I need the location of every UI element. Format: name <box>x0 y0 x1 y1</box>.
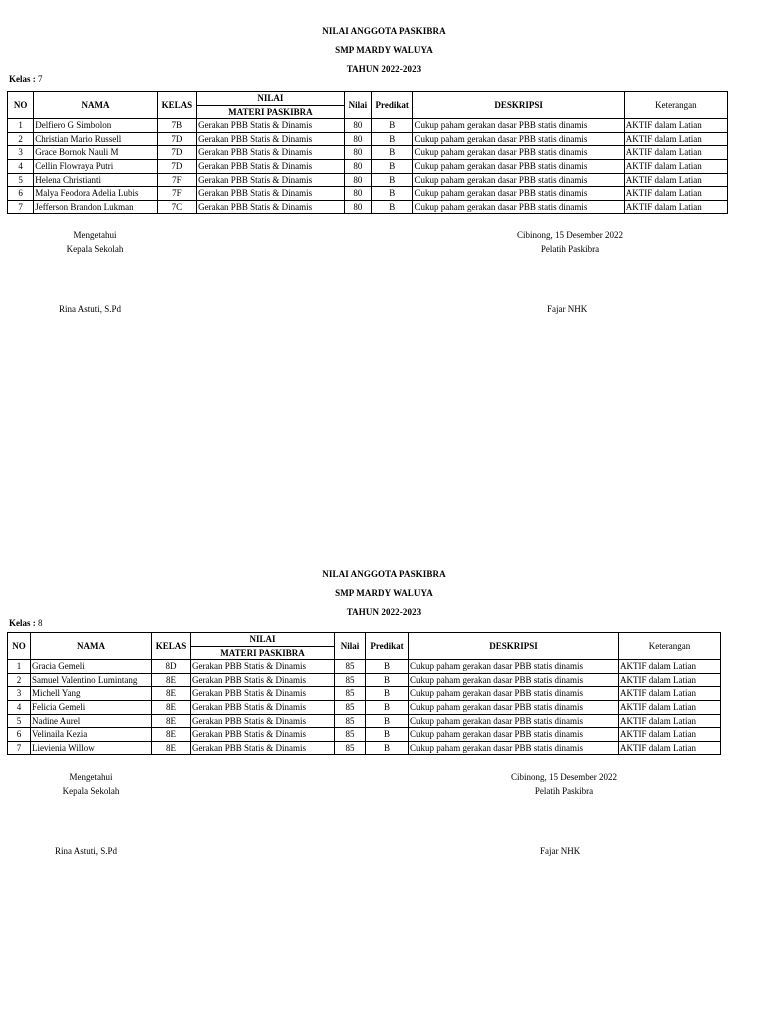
cell-nilai: 85 <box>335 741 366 755</box>
cell-nilai: 80 <box>344 132 371 146</box>
cell-predikat: B <box>366 660 409 674</box>
cell-materi: Gerakan PBB Statis & Dinamis <box>191 673 335 687</box>
cell-predikat: B <box>366 700 409 714</box>
header-predikat: Predikat <box>366 633 409 660</box>
cell-keterangan: AKTIF dalam Latian <box>624 146 727 160</box>
header-deskripsi: DESKRIPSI <box>413 92 624 119</box>
cell-materi: Gerakan PBB Statis & Dinamis <box>197 187 345 201</box>
cell-predikat: B <box>366 714 409 728</box>
coach-signature-block <box>495 228 645 256</box>
cell-predikat: B <box>372 200 413 214</box>
cell-materi: Gerakan PBB Statis & Dinamis <box>191 700 335 714</box>
cell-kelas: 8E <box>152 741 191 755</box>
cell-nilai: 85 <box>335 714 366 728</box>
cell-nama: Velinaila Kezia <box>31 728 152 742</box>
cell-keterangan: AKTIF dalam Latian <box>619 660 721 674</box>
coach-name: Fajar NHK <box>540 846 581 856</box>
table-row <box>8 146 728 160</box>
cell-no: 6 <box>8 187 34 201</box>
coach-title: Pelatih Paskibra <box>534 786 594 796</box>
cell-no: 2 <box>8 673 31 687</box>
cell-nama: Samuel Valentino Lumintang <box>31 673 152 687</box>
cell-predikat: B <box>372 146 413 160</box>
cell-deskripsi: Cukup paham gerakan dasar PBB statis dinamis <box>409 700 619 714</box>
header-keterangan: Keterangan <box>619 633 721 660</box>
class-label-text: Kelas : <box>9 618 36 628</box>
header-nilai: Nilai <box>335 633 366 660</box>
cell-predikat: B <box>372 159 413 173</box>
cell-nama: Felicia Gemeli <box>31 700 152 714</box>
cell-predikat: B <box>366 741 409 755</box>
cell-nama: Helena Christianti <box>34 173 157 187</box>
cell-no: 2 <box>8 132 34 146</box>
header-nilai-group: NILAI <box>197 92 345 106</box>
cell-nama: Nadine Aurel <box>31 714 152 728</box>
header-deskripsi: DESKRIPSI <box>409 633 619 660</box>
cell-materi: Gerakan PBB Statis & Dinamis <box>191 741 335 755</box>
cell-nama: Gracia Gemeli <box>31 660 152 674</box>
grades-table <box>7 91 728 214</box>
cell-deskripsi: Cukup paham gerakan dasar PBB statis dinamis <box>409 714 619 728</box>
class-value: 8 <box>38 618 43 628</box>
table-row <box>8 714 721 728</box>
cell-kelas: 7B <box>157 119 196 133</box>
table-row <box>8 132 728 146</box>
grades-table <box>7 632 721 755</box>
cell-deskripsi: Cukup paham gerakan dasar PBB statis dinamis <box>409 673 619 687</box>
school-name: SMP MARDY WALUYA <box>335 45 433 55</box>
cell-deskripsi: Cukup paham gerakan dasar PBB statis dinamis <box>409 687 619 701</box>
mengetahui-label: Mengetahui <box>69 772 113 782</box>
cell-kelas: 7F <box>157 187 196 201</box>
cell-nilai: 80 <box>344 119 371 133</box>
cell-materi: Gerakan PBB Statis & Dinamis <box>191 660 335 674</box>
cell-keterangan: AKTIF dalam Latian <box>624 159 727 173</box>
header-kelas: KELAS <box>157 92 196 119</box>
cell-nama: Christian Mario Russell <box>34 132 157 146</box>
principal-name: Rina Astuti, S.Pd <box>55 846 118 856</box>
table-row <box>8 728 721 742</box>
cell-deskripsi: Cukup paham gerakan dasar PBB statis dinamis <box>413 132 624 146</box>
table-row <box>8 173 728 187</box>
cell-deskripsi: Cukup paham gerakan dasar PBB statis dinamis <box>413 159 624 173</box>
cell-kelas: 8D <box>152 660 191 674</box>
cell-no: 4 <box>8 700 31 714</box>
cell-nama: Grace Bornok Nauli M <box>34 146 157 160</box>
class-label <box>9 618 43 628</box>
cell-kelas: 7C <box>157 200 196 214</box>
cell-nama: Michell Yang <box>31 687 152 701</box>
class-value: 7 <box>38 74 43 84</box>
cell-keterangan: AKTIF dalam Latian <box>619 687 721 701</box>
table-row <box>8 159 728 173</box>
cell-nilai: 85 <box>335 728 366 742</box>
cell-nilai: 85 <box>335 687 366 701</box>
table-row <box>8 119 728 133</box>
cell-nama: Lievienia Willow <box>31 741 152 755</box>
coach-signature-block <box>489 770 639 798</box>
report-section-kelas-7 <box>0 22 768 314</box>
coach-title: Pelatih Paskibra <box>540 244 600 254</box>
cell-predikat: B <box>366 728 409 742</box>
principal-name: Rina Astuti, S.Pd <box>59 304 122 314</box>
header-keterangan: Keterangan <box>624 92 727 119</box>
cell-materi: Gerakan PBB Statis & Dinamis <box>197 132 345 146</box>
principal-signature-block <box>40 228 150 256</box>
cell-deskripsi: Cukup paham gerakan dasar PBB statis dinamis <box>409 660 619 674</box>
header-predikat: Predikat <box>372 92 413 119</box>
cell-no: 4 <box>8 159 34 173</box>
class-label-text: Kelas : <box>9 74 36 84</box>
cell-nama: Malya Feodora Adelia Lubis <box>34 187 157 201</box>
cell-nilai: 80 <box>344 200 371 214</box>
cell-nilai: 80 <box>344 146 371 160</box>
header-no: NO <box>8 92 34 119</box>
cell-nilai: 85 <box>335 660 366 674</box>
cell-materi: Gerakan PBB Statis & Dinamis <box>197 173 345 187</box>
school-year: TAHUN 2022-2023 <box>346 64 422 74</box>
cell-no: 7 <box>8 200 34 214</box>
principal-signature-block <box>36 770 146 798</box>
cell-deskripsi: Cukup paham gerakan dasar PBB statis dinamis <box>413 187 624 201</box>
cell-deskripsi: Cukup paham gerakan dasar PBB statis dinamis <box>413 146 624 160</box>
cell-deskripsi: Cukup paham gerakan dasar PBB statis dinamis <box>409 728 619 742</box>
cell-predikat: B <box>366 687 409 701</box>
cell-keterangan: AKTIF dalam Latian <box>624 119 727 133</box>
place-date: Cibinong, 15 Desember 2022 <box>511 772 617 782</box>
cell-no: 3 <box>8 687 31 701</box>
cell-predikat: B <box>366 673 409 687</box>
cell-nilai: 85 <box>335 673 366 687</box>
report-title: NILAI ANGGOTA PASKIBRA <box>322 26 446 36</box>
cell-no: 6 <box>8 728 31 742</box>
cell-kelas: 7D <box>157 132 196 146</box>
cell-keterangan: AKTIF dalam Latian <box>619 700 721 714</box>
cell-nilai: 80 <box>344 173 371 187</box>
header-nilai: Nilai <box>344 92 371 119</box>
table-row <box>8 700 721 714</box>
principal-title: Kepala Sekolah <box>66 244 124 254</box>
cell-keterangan: AKTIF dalam Latian <box>619 728 721 742</box>
table-row <box>8 660 721 674</box>
cell-materi: Gerakan PBB Statis & Dinamis <box>197 146 345 160</box>
cell-nama: Delfiero G Simbolon <box>34 119 157 133</box>
cell-kelas: 8E <box>152 687 191 701</box>
principal-title: Kepala Sekolah <box>62 786 120 796</box>
school-year: TAHUN 2022-2023 <box>346 607 422 617</box>
header-materi: MATERI PASKIBRA <box>197 105 345 119</box>
cell-materi: Gerakan PBB Statis & Dinamis <box>191 687 335 701</box>
report-section-kelas-8 <box>0 565 768 856</box>
cell-no: 3 <box>8 146 34 160</box>
header-nama: NAMA <box>34 92 157 119</box>
cell-no: 5 <box>8 714 31 728</box>
cell-materi: Gerakan PBB Statis & Dinamis <box>197 159 345 173</box>
cell-keterangan: AKTIF dalam Latian <box>619 741 721 755</box>
cell-predikat: B <box>372 119 413 133</box>
cell-materi: Gerakan PBB Statis & Dinamis <box>191 728 335 742</box>
cell-deskripsi: Cukup paham gerakan dasar PBB statis dinamis <box>413 200 624 214</box>
cell-nama: Cellin Flowraya Putri <box>34 159 157 173</box>
cell-predikat: B <box>372 173 413 187</box>
cell-materi: Gerakan PBB Statis & Dinamis <box>197 119 345 133</box>
header-no: NO <box>8 633 31 660</box>
cell-kelas: 7D <box>157 146 196 160</box>
cell-predikat: B <box>372 187 413 201</box>
table-row <box>8 187 728 201</box>
table-row <box>8 673 721 687</box>
header-nama: NAMA <box>31 633 152 660</box>
cell-keterangan: AKTIF dalam Latian <box>619 673 721 687</box>
report-title: NILAI ANGGOTA PASKIBRA <box>322 569 446 579</box>
table-row <box>8 687 721 701</box>
school-name: SMP MARDY WALUYA <box>335 588 433 598</box>
cell-materi: Gerakan PBB Statis & Dinamis <box>197 200 345 214</box>
mengetahui-label: Mengetahui <box>73 230 117 240</box>
cell-deskripsi: Cukup paham gerakan dasar PBB statis dinamis <box>413 119 624 133</box>
cell-kelas: 8E <box>152 728 191 742</box>
cell-no: 1 <box>8 660 31 674</box>
header-nilai-group: NILAI <box>191 633 335 647</box>
cell-nilai: 80 <box>344 159 371 173</box>
cell-kelas: 8E <box>152 673 191 687</box>
cell-deskripsi: Cukup paham gerakan dasar PBB statis dinamis <box>409 741 619 755</box>
cell-kelas: 7F <box>157 173 196 187</box>
cell-nilai: 80 <box>344 187 371 201</box>
cell-keterangan: AKTIF dalam Latian <box>624 200 727 214</box>
cell-keterangan: AKTIF dalam Latian <box>624 187 727 201</box>
cell-kelas: 7D <box>157 159 196 173</box>
cell-nilai: 85 <box>335 700 366 714</box>
header-materi: MATERI PASKIBRA <box>191 646 335 660</box>
place-date: Cibinong, 15 Desember 2022 <box>517 230 623 240</box>
header-kelas: KELAS <box>152 633 191 660</box>
table-row <box>8 741 721 755</box>
cell-no: 1 <box>8 119 34 133</box>
cell-keterangan: AKTIF dalam Latian <box>624 173 727 187</box>
cell-keterangan: AKTIF dalam Latian <box>619 714 721 728</box>
cell-kelas: 8E <box>152 714 191 728</box>
cell-no: 5 <box>8 173 34 187</box>
cell-no: 7 <box>8 741 31 755</box>
cell-deskripsi: Cukup paham gerakan dasar PBB statis dinamis <box>413 173 624 187</box>
cell-keterangan: AKTIF dalam Latian <box>624 132 727 146</box>
cell-kelas: 8E <box>152 700 191 714</box>
cell-materi: Gerakan PBB Statis & Dinamis <box>191 714 335 728</box>
coach-name: Fajar NHK <box>547 304 588 314</box>
table-row <box>8 200 728 214</box>
class-label <box>9 74 43 84</box>
cell-nama: Jefferson Brandon Lukman <box>34 200 157 214</box>
cell-predikat: B <box>372 132 413 146</box>
